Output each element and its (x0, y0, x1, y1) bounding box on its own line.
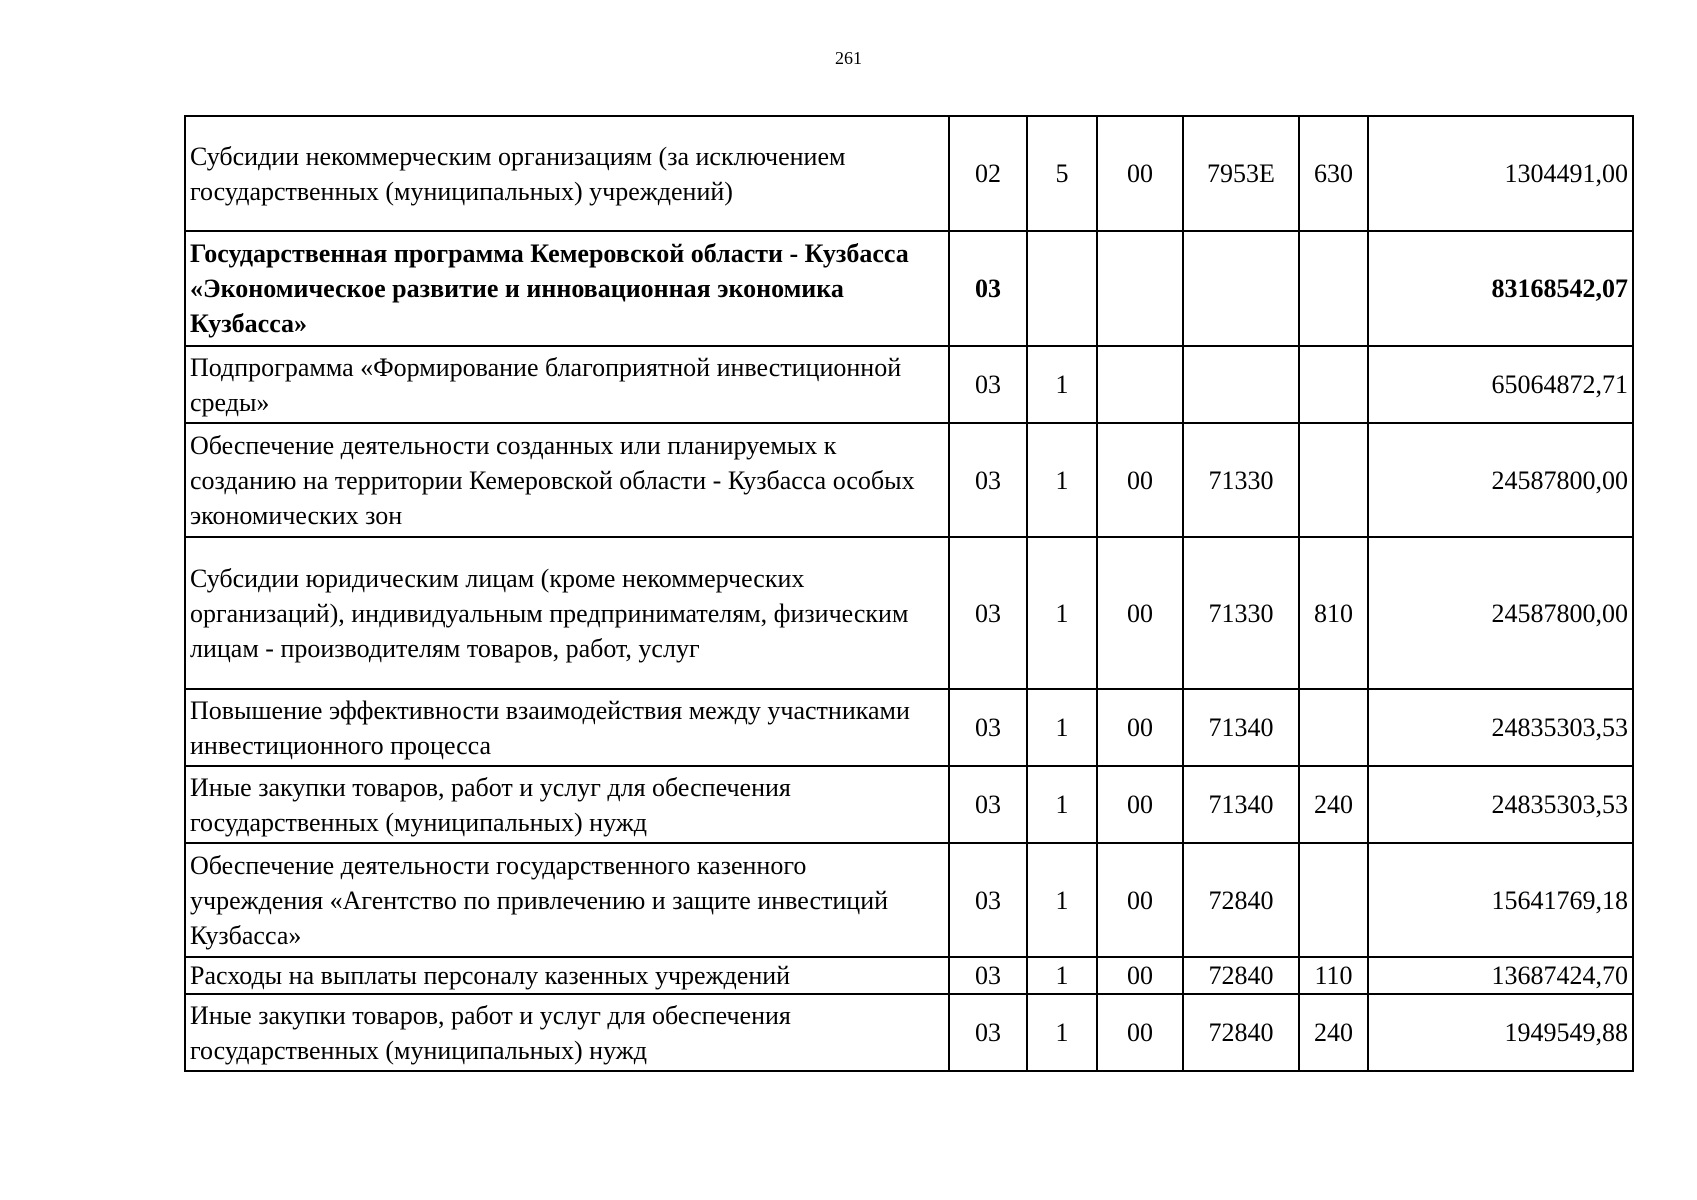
amount: 65064872,71 (1368, 346, 1633, 423)
type-code (1299, 843, 1368, 957)
type-code: 110 (1299, 957, 1368, 994)
expense-code: 72840 (1183, 994, 1299, 1071)
amount: 13687424,70 (1368, 957, 1633, 994)
program-code: 03 (949, 346, 1027, 423)
direction-code (1097, 231, 1183, 346)
subprogram-code: 1 (1027, 843, 1097, 957)
type-code: 810 (1299, 537, 1368, 689)
row-name: Повышение эффективности взаимодействия между участниками инвестиционного процесса (185, 689, 949, 766)
amount: 1304491,00 (1368, 116, 1633, 231)
program-code: 03 (949, 423, 1027, 537)
expense-code: 71330 (1183, 423, 1299, 537)
expense-code: 71330 (1183, 537, 1299, 689)
row-name: Расходы на выплаты персоналу казенных учреждений (185, 957, 949, 994)
row-name: Иные закупки товаров, работ и услуг для обеспечения государственных (муниципальных) нужд (185, 766, 949, 843)
subprogram-code: 1 (1027, 537, 1097, 689)
amount: 83168542,07 (1368, 231, 1633, 346)
direction-code: 00 (1097, 689, 1183, 766)
budget-table (184, 115, 1634, 1072)
row-name: Подпрограмма «Формирование благоприятной инвестиционной среды» (185, 346, 949, 423)
subprogram-code: 1 (1027, 994, 1097, 1071)
direction-code: 00 (1097, 994, 1183, 1071)
program-code: 03 (949, 231, 1027, 346)
amount: 15641769,18 (1368, 843, 1633, 957)
table-row (185, 994, 1633, 1071)
page-number: 261 (835, 48, 862, 68)
direction-code: 00 (1097, 423, 1183, 537)
direction-code: 00 (1097, 116, 1183, 231)
program-code: 02 (949, 116, 1027, 231)
type-code: 240 (1299, 994, 1368, 1071)
type-code (1299, 689, 1368, 766)
table-row (185, 231, 1633, 346)
direction-code (1097, 346, 1183, 423)
direction-code: 00 (1097, 843, 1183, 957)
table-row (185, 766, 1633, 843)
subprogram-code (1027, 231, 1097, 346)
expense-code: 71340 (1183, 766, 1299, 843)
program-code: 03 (949, 689, 1027, 766)
row-name: Субсидии некоммерческим организациям (за исключением государственных (муниципальных) учреждений) (185, 116, 949, 231)
direction-code: 00 (1097, 766, 1183, 843)
program-code: 03 (949, 766, 1027, 843)
table-row (185, 346, 1633, 423)
subprogram-code: 1 (1027, 346, 1097, 423)
program-code: 03 (949, 957, 1027, 994)
type-code (1299, 231, 1368, 346)
subprogram-code: 1 (1027, 766, 1097, 843)
amount: 24835303,53 (1368, 689, 1633, 766)
table-row (185, 116, 1633, 231)
type-code (1299, 423, 1368, 537)
amount: 24587800,00 (1368, 537, 1633, 689)
direction-code: 00 (1097, 537, 1183, 689)
expense-code (1183, 346, 1299, 423)
program-code: 03 (949, 843, 1027, 957)
program-code: 03 (949, 994, 1027, 1071)
subprogram-code: 1 (1027, 957, 1097, 994)
subprogram-code: 5 (1027, 116, 1097, 231)
row-name: Обеспечение деятельности созданных или планируемых к созданию на территории Кемеровской области - Кузбасса особых экономических зон (185, 423, 949, 537)
type-code: 630 (1299, 116, 1368, 231)
table-row (185, 689, 1633, 766)
row-name: Государственная программа Кемеровской области - Кузбасса «Экономическое развитие и инновационная экономика Кузбасса» (185, 231, 949, 346)
row-name: Иные закупки товаров, работ и услуг для обеспечения государственных (муниципальных) нужд (185, 994, 949, 1071)
table-row (185, 843, 1633, 957)
amount: 24835303,53 (1368, 766, 1633, 843)
expense-code: 7953E (1183, 116, 1299, 231)
table-row (185, 423, 1633, 537)
program-code: 03 (949, 537, 1027, 689)
table-row (185, 957, 1633, 994)
row-name: Обеспечение деятельности государственного казенного учреждения «Агентство по привлечению и защите инвестиций Кузбасса» (185, 843, 949, 957)
expense-code: 72840 (1183, 843, 1299, 957)
type-code: 240 (1299, 766, 1368, 843)
expense-code (1183, 231, 1299, 346)
row-name: Субсидии юридическим лицам (кроме некоммерческих организаций), индивидуальным предпринимателям, физическим лицам - производителям товаров, работ, услуг (185, 537, 949, 689)
direction-code: 00 (1097, 957, 1183, 994)
expense-code: 71340 (1183, 689, 1299, 766)
table-row (185, 537, 1633, 689)
amount: 24587800,00 (1368, 423, 1633, 537)
amount: 1949549,88 (1368, 994, 1633, 1071)
type-code (1299, 346, 1368, 423)
subprogram-code: 1 (1027, 689, 1097, 766)
expense-code: 72840 (1183, 957, 1299, 994)
subprogram-code: 1 (1027, 423, 1097, 537)
